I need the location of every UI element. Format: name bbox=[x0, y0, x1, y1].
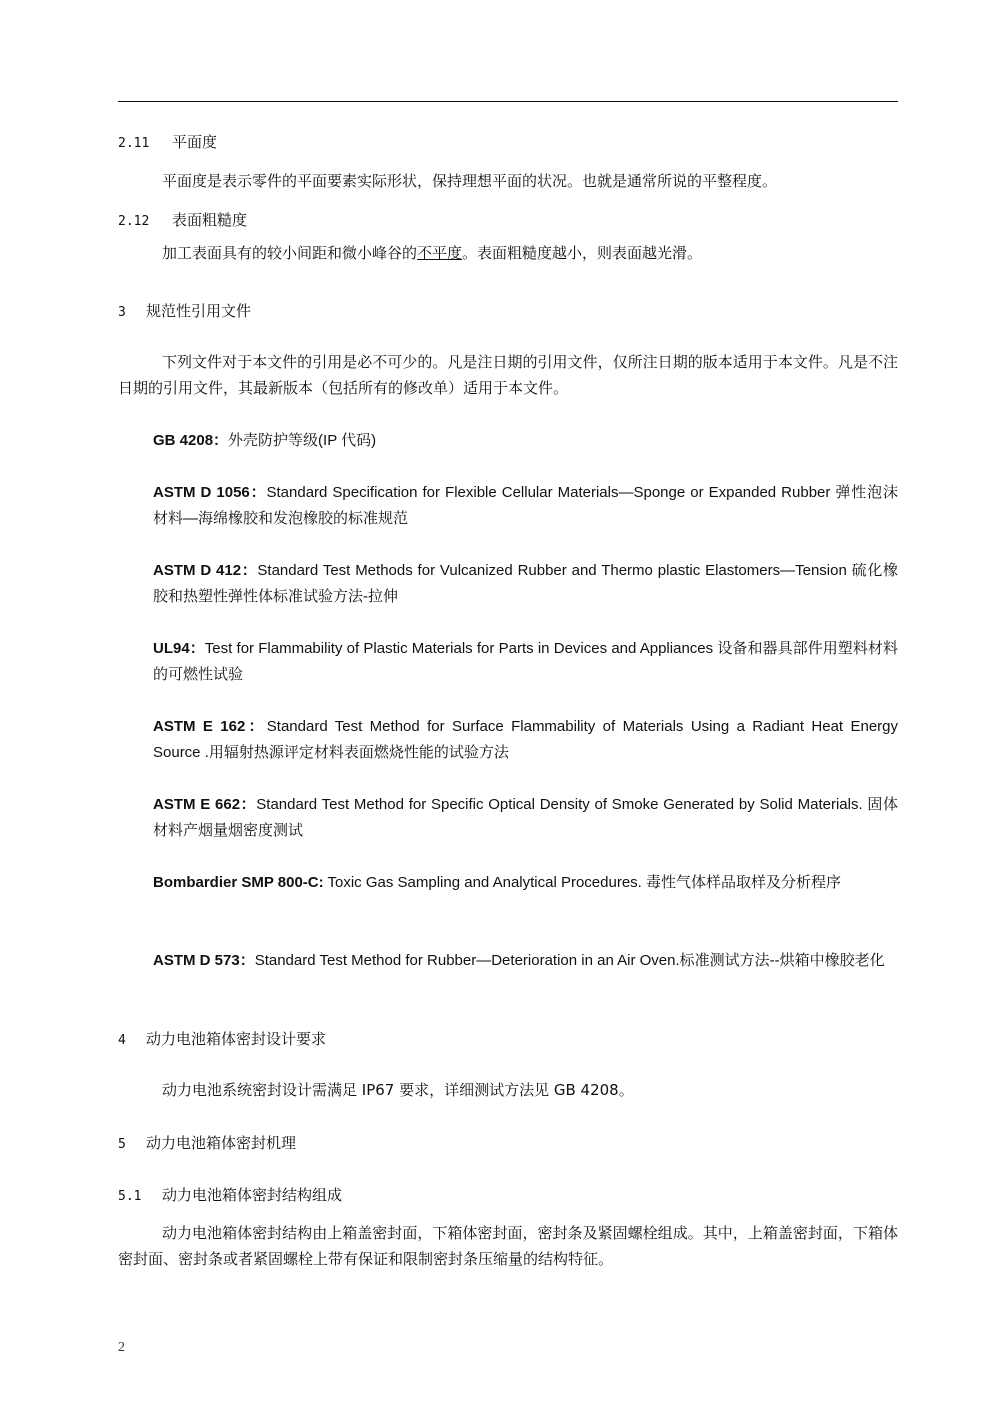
heading-title: 平面度 bbox=[172, 133, 218, 151]
heading-number: 3 bbox=[118, 305, 126, 320]
reference-text: Standard Specification for Flexible Cellular Materials—Sponge or Expanded Rubber 弹性泡沫材料—海绵橡胶和发泡橡胶的标准规范 bbox=[153, 484, 898, 527]
heading-number: 5 bbox=[118, 1137, 126, 1152]
reference-code: ASTM D 412： bbox=[153, 562, 258, 579]
paragraph-2-11: 平面度是表示零件的平面要素实际形状，保持理想平面的状况。也就是通常所说的平整程度。 bbox=[162, 172, 778, 190]
text-segment: 。表面粗糙度越小，则表面越光滑。 bbox=[462, 244, 703, 262]
heading-title: 动力电池箱体密封设计要求 bbox=[146, 1030, 327, 1048]
reference-text: Test for Flammability of Plastic Materials for Parts in Devices and Appliances 设备和器具部件用塑料材料的可燃性试验 bbox=[153, 640, 898, 683]
underlined-term: 不平度 bbox=[417, 244, 463, 262]
heading-number: 2.12 bbox=[118, 214, 150, 229]
heading-5-1 bbox=[118, 1185, 342, 1207]
reference-code: ASTM E 662： bbox=[153, 796, 257, 813]
reference-code: Bombardier SMP 800-C: bbox=[153, 874, 324, 891]
heading-2-12 bbox=[118, 210, 247, 232]
heading-title: 表面粗糙度 bbox=[172, 211, 248, 229]
heading-4 bbox=[118, 1029, 326, 1051]
text-segment: 加工表面具有的较小间距和微小峰谷的 bbox=[162, 244, 418, 262]
reference-item bbox=[153, 558, 898, 610]
header-rule bbox=[118, 101, 898, 102]
paragraph-4: 动力电池系统密封设计需满足 IP67 要求，详细测试方法见 GB 4208。 bbox=[162, 1081, 634, 1099]
heading-title: 动力电池箱体密封机理 bbox=[146, 1134, 297, 1152]
reference-text: Standard Test Method for Rubber—Deterioration in an Air Oven.标准测试方法--烘箱中橡胶老化 bbox=[254, 952, 885, 969]
reference-code: UL94： bbox=[153, 640, 205, 657]
paragraph-3: 下列文件对于本文件的引用是必不可少的。凡是注日期的引用文件，仅所注日期的版本适用于本文件。凡是不注日期的引用文件，其最新版本（包括所有的修改单）适用于本文件。 bbox=[118, 353, 898, 397]
page-number: 2 bbox=[118, 1340, 125, 1355]
heading-number: 5.1 bbox=[118, 1189, 142, 1204]
reference-text: 外壳防护等级(IP 代码) bbox=[228, 432, 377, 449]
reference-item bbox=[153, 480, 898, 532]
reference-item bbox=[153, 792, 898, 844]
heading-3 bbox=[118, 301, 251, 323]
reference-text: Standard Test Method for Specific Optical Density of Smoke Generated by Solid Materials. 固体材料产烟量烟密度测试 bbox=[153, 796, 898, 839]
heading-title: 动力电池箱体密封结构组成 bbox=[162, 1186, 343, 1204]
reference-code: GB 4208： bbox=[153, 432, 229, 449]
reference-text: Toxic Gas Sampling and Analytical Procedures. 毒性气体样品取样及分析程序 bbox=[323, 874, 842, 891]
reference-text: Standard Test Method for Surface Flammability of Materials Using a Radiant Heat Energy Source .用辐射热源评定材料表面燃烧性能的试验方法 bbox=[153, 718, 898, 761]
reference-code: ASTM E 162： bbox=[153, 718, 267, 735]
heading-number: 4 bbox=[118, 1033, 126, 1048]
paragraph-2-12 bbox=[118, 240, 898, 266]
reference-item bbox=[153, 870, 898, 896]
reference-item bbox=[153, 714, 898, 766]
reference-item bbox=[153, 428, 898, 454]
reference-item bbox=[153, 636, 898, 688]
paragraph-5-1: 动力电池箱体密封结构由上箱盖密封面，下箱体密封面，密封条及紧固螺栓组成。其中，上箱盖密封面，下箱体密封面、密封条或者紧固螺栓上带有保证和限制密封条压缩量的结构特征。 bbox=[118, 1224, 898, 1268]
heading-5 bbox=[118, 1133, 296, 1155]
reference-text: Standard Test Methods for Vulcanized Rubber and Thermo plastic Elastomers—Tension 硫化橡胶和热塑性弹性体标准试验方法-拉伸 bbox=[153, 562, 898, 605]
reference-item bbox=[153, 948, 898, 974]
reference-code: ASTM D 1056： bbox=[153, 484, 267, 501]
reference-code: ASTM D 573： bbox=[153, 952, 255, 969]
heading-title: 规范性引用文件 bbox=[146, 302, 252, 320]
heading-number: 2.11 bbox=[118, 136, 150, 151]
heading-2-11 bbox=[118, 132, 217, 154]
